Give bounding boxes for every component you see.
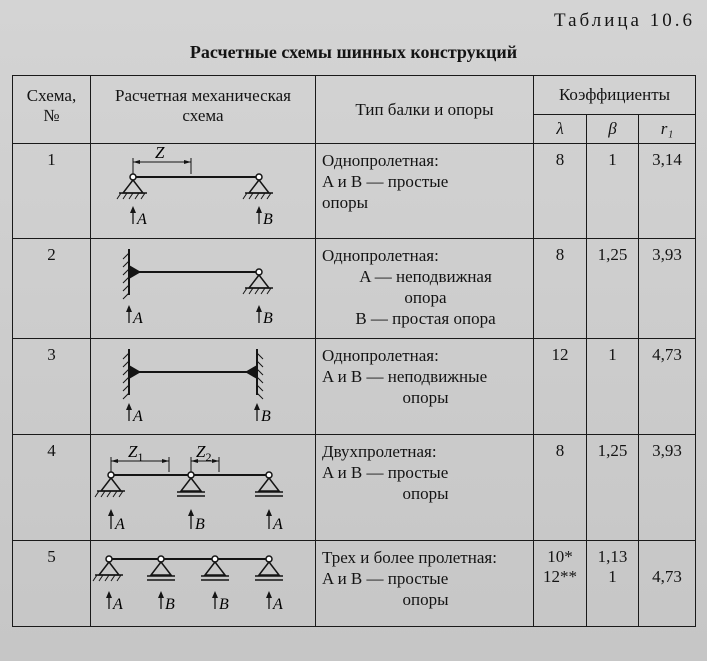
- header-r1: r₁: [639, 115, 696, 144]
- beam-diagram-two-span: [91, 435, 313, 537]
- beam-diagram-fixed-fixed: [91, 339, 313, 431]
- support-b-label: B: [261, 408, 271, 425]
- scheme-number: 2: [13, 239, 91, 339]
- mechanical-scheme-4: [91, 435, 316, 541]
- scheme-number: 3: [13, 339, 91, 435]
- support-a-label: A: [133, 408, 143, 425]
- mechanical-scheme-5: [91, 541, 316, 627]
- mechanical-scheme-1: [91, 144, 316, 239]
- beam-type-2: Однопролетная: A — неподвижная опора B — простая опора: [316, 239, 534, 339]
- beam-diagram-fixed-simple: [91, 239, 313, 335]
- support-2-label: B: [195, 516, 205, 533]
- beta-value: 1,25: [587, 435, 639, 541]
- header-lambda: λ: [534, 115, 587, 144]
- support-a-label: A: [133, 310, 143, 327]
- header-scheme-no: Схема, №: [13, 76, 91, 144]
- support-4-label: A: [273, 596, 283, 613]
- beam-type-4: Двухпролетная: A и B — простые опоры: [316, 435, 534, 541]
- r1-value: 4,73: [639, 339, 696, 435]
- r1-value: 3,93: [639, 239, 696, 339]
- scheme-number: 5: [13, 541, 91, 627]
- support-1-label: A: [115, 516, 125, 533]
- table-row-5: [13, 541, 696, 627]
- beta-value: 1,13 1: [587, 541, 639, 627]
- lambda-value: 8: [534, 435, 587, 541]
- support-2-label: B: [165, 596, 175, 613]
- beam-type-5: Трех и более пролетная: A и B — простые опоры: [316, 541, 534, 627]
- lambda-value: 10* 12**: [534, 541, 587, 627]
- support-a-label: A: [137, 211, 147, 228]
- beta-value: 1: [587, 144, 639, 239]
- r1-value: 3,93: [639, 435, 696, 541]
- support-1-label: A: [113, 596, 123, 613]
- span-z2-label: $Z_2$: [196, 442, 212, 464]
- span-z1-label: $Z_1$: [128, 442, 144, 464]
- span-label: Z: [155, 144, 165, 162]
- header-beam-type: Тип балки и опоры: [316, 76, 534, 144]
- r1-value: 4,73: [639, 541, 696, 627]
- lambda-value: 8: [534, 239, 587, 339]
- lambda-value: 8: [534, 144, 587, 239]
- mechanical-scheme-3: [91, 339, 316, 435]
- scheme-number: 1: [13, 144, 91, 239]
- beta-value: 1: [587, 339, 639, 435]
- beam-diagram-simple: [91, 144, 313, 236]
- header-beta: β: [587, 115, 639, 144]
- beam-diagram-multi-span: [91, 541, 313, 623]
- schemes-table: [12, 75, 696, 627]
- table-row-2: [13, 239, 696, 339]
- r1-value: 3,14: [639, 144, 696, 239]
- beam-type-1: Однопролетная: A и B — простые опоры: [316, 144, 534, 239]
- header-mechanical-scheme: Расчетная механическая схема: [91, 76, 316, 144]
- beta-value: 1,25: [587, 239, 639, 339]
- support-3-label: A: [273, 516, 283, 533]
- table-row-3: [13, 339, 696, 435]
- mechanical-scheme-2: [91, 239, 316, 339]
- header-coefficients: Коэффициенты: [534, 76, 696, 115]
- lambda-value: 12: [534, 339, 587, 435]
- beam-type-3: Однопролетная: A и B — неподвижные опоры: [316, 339, 534, 435]
- support-3-label: B: [219, 596, 229, 613]
- table-number-label: Таблица 10.6: [553, 10, 695, 31]
- table-title: Расчетные схемы шинных конструкций: [189, 42, 518, 62]
- table-row-1: [13, 144, 696, 239]
- support-b-label: B: [263, 211, 273, 228]
- scheme-number: 4: [13, 435, 91, 541]
- table-row-4: [13, 435, 696, 541]
- support-b-label: B: [263, 310, 273, 327]
- header-row: [13, 76, 696, 115]
